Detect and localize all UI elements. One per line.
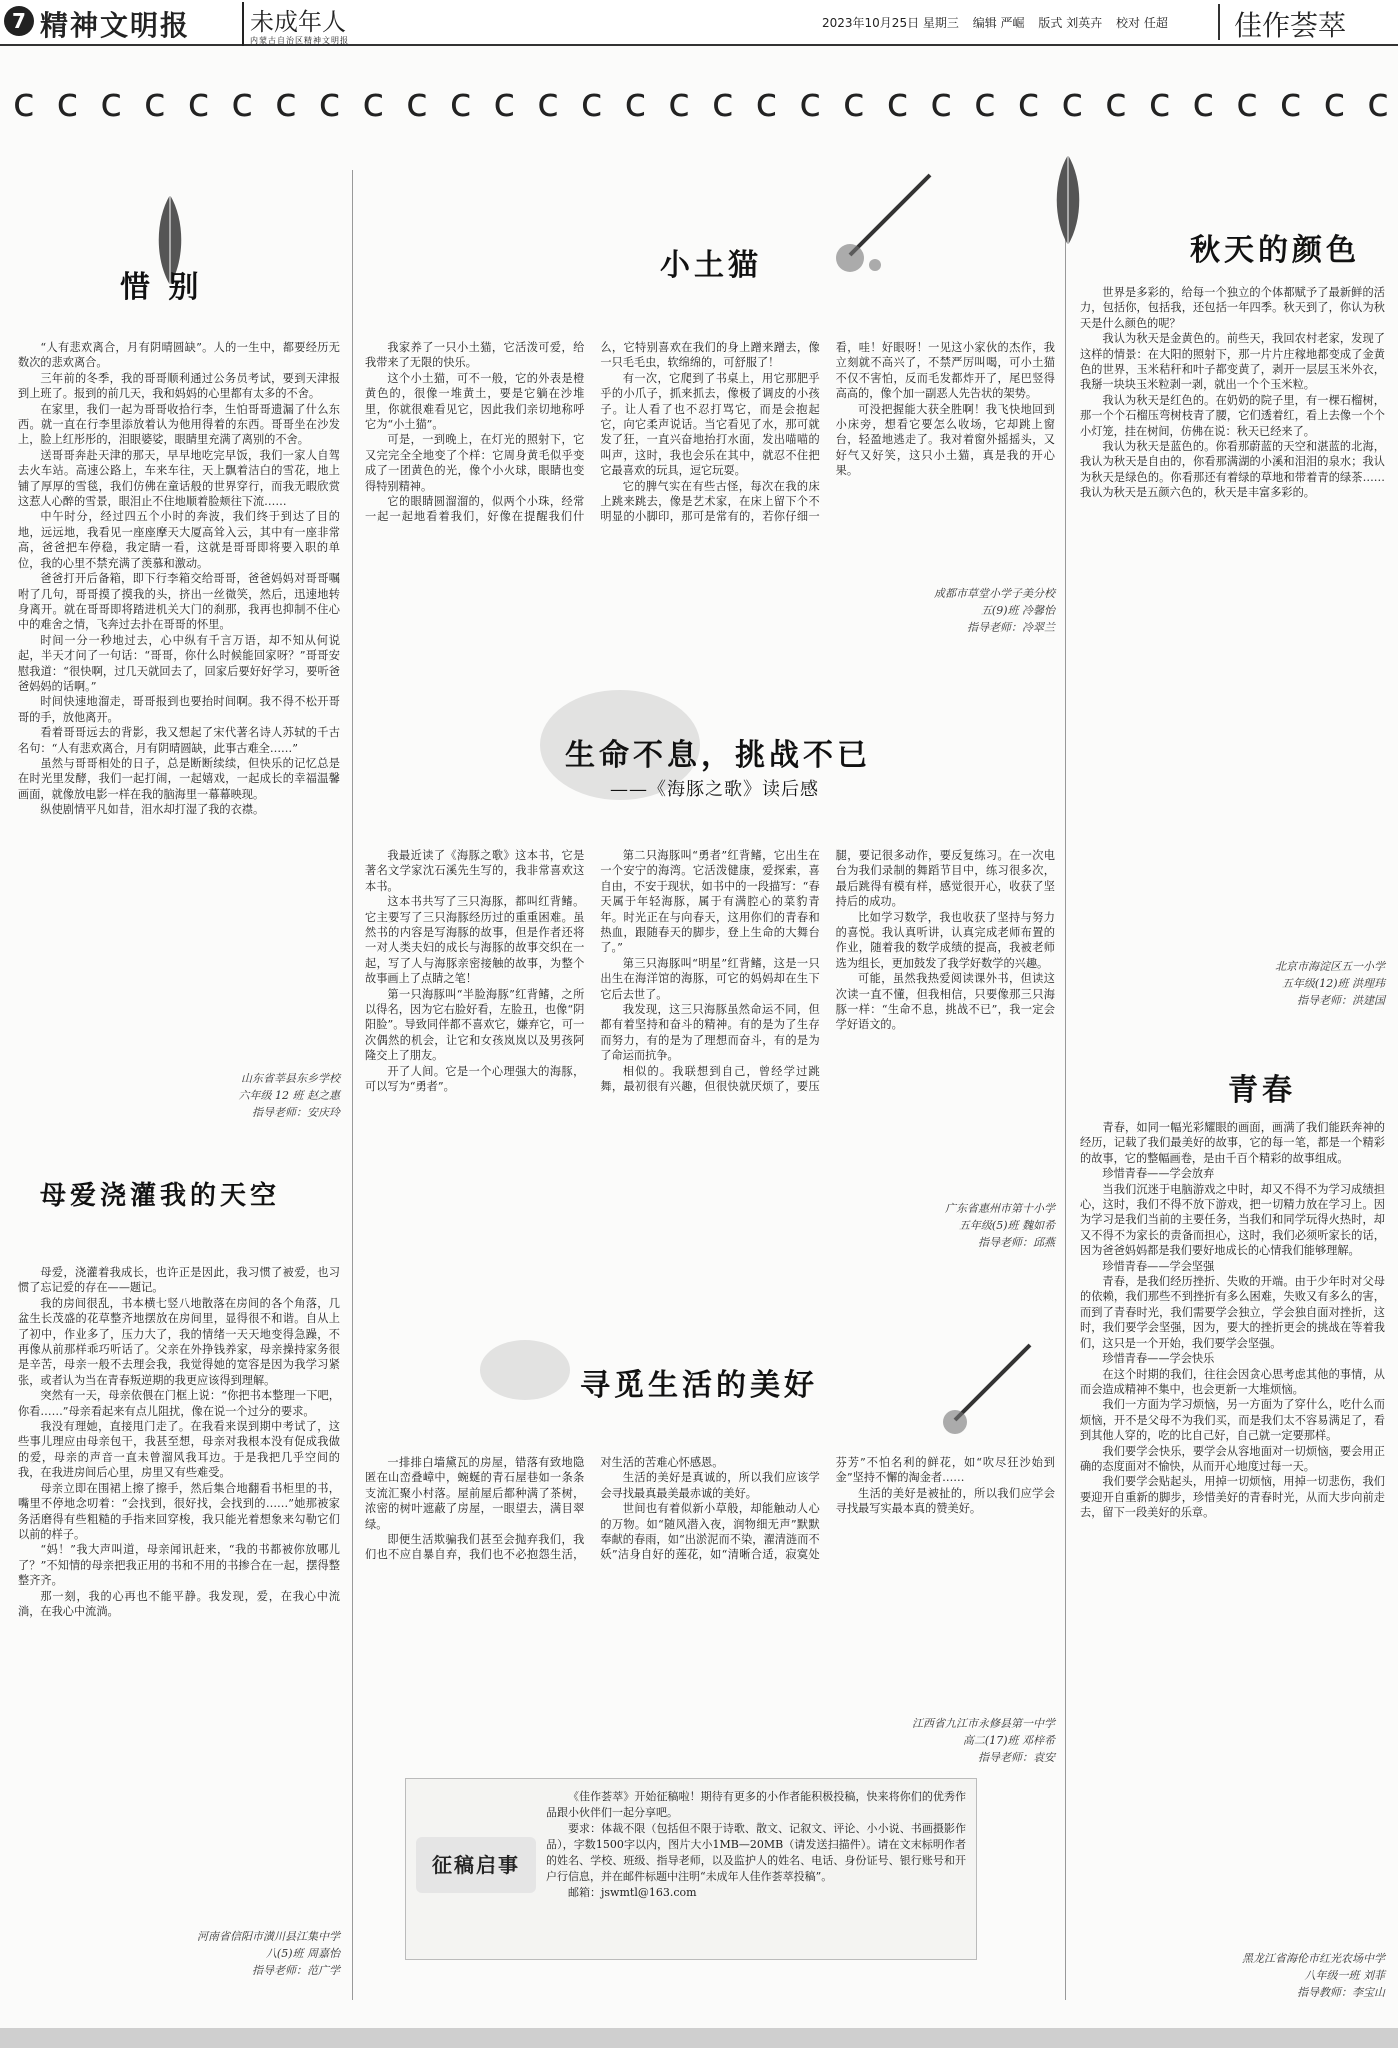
section-title: 未成年人: [250, 8, 346, 36]
notice-label: 征稿启事: [416, 1837, 536, 1893]
pen-ink-icon: [820, 170, 940, 280]
paragraph: 我们一方面为学习烦恼，另一方面为了穿什么，吃什么而烦恼，开不是父母不为我们买，而是我们太不容易满足了，看到其他人穿的，吃的比自己好，自己就一定要那样。: [1080, 1398, 1385, 1443]
paragraph: “人有悲欢离合，月有阴晴圆缺”。人的一生中，都要经历无数次的悲欢离合。: [18, 341, 340, 370]
paragraph: 这个小土猫，可不一般，它的外表是橙黄色的，很像一堆黄土，要是它躺在沙堆里，你就很难看见它，因此我们亲切地称呼它为“小土猫”。: [365, 371, 585, 432]
paragraph: 第二只海豚叫“勇者”红背鳍，它出生在一个安宁的海湾。它活泼健康，爱探索，喜自由，不安于现状，如书中的一段描写：“春天属于年轻海豚，属于有满腔心的菜豹青年。时光正在与向春天，这用你们的青春和热血，跟随春天的脚步，登上生命的大舞台了。”: [600, 849, 820, 955]
notebook-rings: c c c c c c c c c c c c c c c c c c c c c c c c c c c c c c c c: [12, 80, 1386, 126]
paragraph: 相似的。我联想到自己，曾经学过跳舞，最初很有兴趣，但很快就厌烦了，要压腿，要记很多动作，要反复练习。在一次电台为我们录制的舞蹈节目中，练习很多次，最后跳得有模有样，感觉很开心，收获了坚持后的成功。: [600, 849, 1055, 1094]
paragraph: 那一刻，我的心再也不能平静。我发现，爱，在我心中流淌，在我心中流淌。: [18, 1589, 340, 1618]
paragraph: 这本书共写了三只海豚，都叫红背鳍。它主要写了三只海豚经历过的重重困难。虽然书的内容是写海豚的故事，但是作者还将一对人类夫妇的成长与海豚的故事交织在一起，写了人与海豚亲密接触的故事，为整个故事画上了点睛之笔！: [365, 895, 585, 986]
feather-icon: [1048, 150, 1088, 250]
byline-muai: [18, 1928, 340, 1979]
section-subtitle: 内蒙古自治区精神文明报: [250, 36, 349, 45]
article-title-qingchun: 青春: [1228, 1073, 1296, 1108]
paragraph: 虽然与哥哥相处的日子，总是断断续续，但快乐的记忆总是在时光里发酵，我们一起打闹，一起嬉戏，一起成长的幸福温馨画面，就像放电影一样在我的脑海里一幕幕映现。: [18, 756, 340, 801]
byline-qingchun: [1080, 1950, 1385, 2001]
paragraph: 珍惜青春——学会放弃: [1102, 1167, 1215, 1181]
paragraph: 我们要学会贴起头，用掉一切烦恼，用掉一切悲伤，我们要迎开自重新的脚步，珍惜美好的青春时光，从而大步向前走去，留下一段美好的乐章。: [1080, 1475, 1385, 1520]
column-divider: [1065, 170, 1066, 2000]
notice-body: [546, 1789, 966, 1949]
article-title-shengming: 生命不息，挑战不已: [565, 738, 871, 773]
paragraph: 即便生活欺骗我们甚至会抛弃我们，我们也不应自暴自弃，我们也不必抱怨生活，对生活的苦难心怀感恩。: [365, 1456, 724, 1562]
paragraph: 第三只海豚叫“明星”红背鳍，这是一只出生在海洋馆的海豚，可它的妈妈却在生下它后去世了。: [600, 956, 820, 1001]
article-title-xunmi: 寻觅生活的美好: [580, 1368, 818, 1403]
notice-line: 《佳作荟萃》开始征稿啦！期待有更多的小作者能积极投稿，快来将你们的优秀作品跟小伙伴们一起分享吧。: [546, 1790, 966, 1819]
column-divider: [352, 170, 353, 2000]
paper-logo: 精神文明报: [40, 9, 191, 42]
ink-splash: [480, 1340, 570, 1400]
byline-qiutian: [1080, 958, 1385, 1009]
paragraph: 母爱，浇灌着我成长，也许正是因此，我习惯了被爱，也习惯了忘记爱的存在——题记。: [18, 1266, 340, 1295]
paragraph: 突然有一天，母亲依偎在门框上说：“你把书本整理一下吧，你看……”母亲看起来有点儿阻扰，像在说一个过分的要求。: [18, 1389, 340, 1418]
paragraph: 我没有理她，直接甩门走了。在我看来误到期中考试了，这些事儿理应由母亲包干，我甚至想，母亲对我根本没有促成我做的爱，母亲的声音一直未曾溜风我耳边。于是我把几乎空间的我，在我进房间后心里，房里又有些难受。: [18, 1420, 340, 1480]
byline-shengming: [830, 1200, 1055, 1251]
byline-line: 五年级(12)班 洪理玮: [1281, 977, 1385, 990]
issue-date: 2023年10月25日 星期三: [822, 16, 959, 30]
masthead: [0, 0, 1398, 46]
byline-line: 广东省惠州市第十小学: [945, 1202, 1055, 1215]
paragraph: 在这个时期的我们，往往会因贪心思考虑其他的事情，从而会造成精神不集中，也会更新一大堆烦恼。: [1080, 1367, 1385, 1396]
paragraph: 一排排白墙黛瓦的房屋，错落有致地隐匿在山峦叠嶂中，蜿蜒的青石屋巷如一条条支流汇聚小村落。屋前屋后都种满了茶树，浓密的树叶遮蔽了房屋，一眼望去，满目翠绿。: [365, 1456, 585, 1531]
paragraph: 可没把握能大获全胜啊！我飞快地回到小床旁，想看它要怎么收场，它却跳上窗台，轻盈地逃走了。我对着窗外摇摇头，又好气又好笑，这只小土猫，真是我的开心果。: [835, 402, 1055, 478]
pen-ink-icon: [930, 1340, 1040, 1440]
column-title: 佳作荟萃: [1218, 4, 1346, 40]
paragraph: 在家里，我们一起为哥哥收拾行李，生怕哥哥遗漏了什么东西。就一直在行李里添放着认为他用得着的东西。哥哥坐在沙发上，脸上红彤彤的，泪眼婆娑，眼睛里充满了离别的不舍。: [18, 402, 340, 447]
article-body-qingchun: [1080, 1120, 1385, 1945]
paragraph: “妈！”我大声叫道，母亲闻讯赶来，“我的书都被你放哪儿了？”不知情的母亲把我正用的书和不用的书掺合在一起，摆得整整齐齐。: [18, 1543, 340, 1588]
paragraph: 我们要学会快乐，要学会从容地面对一切烦恼，要会用正确的态度面对不愉快，从而开心地度过每一天。: [1080, 1444, 1385, 1473]
byline-line: 指导老师：袁安: [978, 1751, 1055, 1764]
article-body-xibie: [18, 340, 340, 1065]
paragraph: 它的眼睛圆溜溜的，似两个小珠，经常一起一起地看着我们，好像在提醒我们什么，它特别喜欢在我们的身上蹭来蹭去，像一只毛毛虫，软绵绵的，可舒服了！: [365, 341, 820, 524]
masthead-info: [822, 14, 1178, 31]
paragraph: 我最近读了《海豚之歌》这本书，它是著名文学家沈石溪先生写的，我非常喜欢这本书。: [365, 849, 585, 893]
paragraph: 送哥哥奔赴天津的那天，早早地吃完早饭，我们一家人自驾去火车站。高速公路上，车来车往，天上飘着洁白的雪花，地上铺了厚厚的雪毯，我们仿佛在童话般的世界穿行，而我无暇欣赏这惹人心醉的雪景，眼泪止不住地顺着脸颊往下流……: [18, 448, 340, 509]
byline-line: 指导老师：邱燕: [978, 1236, 1055, 1249]
article-title-xiaotumao: 小土猫: [660, 248, 762, 283]
layout-editor: 版式 刘英卉: [1038, 16, 1103, 30]
byline-line: 六年级 12 班 赵之惠: [238, 1089, 340, 1102]
paragraph: 青春，是我们经历挫折、失败的开端。由于少年时对父母的依赖，我们那些不到挫折有多么困难，失败又有多么的害，而到了青春时光，我们需要学会独立，学会独自面对挫折，这时，我们要学会坚强，因为，要大的挫折更会的挑战在等着我们，这只是一个开始，我们要学会坚强。: [1080, 1275, 1385, 1350]
paragraph: 珍惜青春——学会快乐: [1102, 1352, 1215, 1366]
byline-line: 八年级一班 刘菲: [1304, 1969, 1385, 1982]
byline-line: 河南省信阳市潢川县江集中学: [197, 1930, 340, 1943]
editor: 编辑 严崛: [972, 16, 1025, 30]
paragraph: 生活的美好是被扯的，所以我们应学会寻找最写实最本真的赞美好。: [835, 1486, 1055, 1516]
article-title-xibie: 惜 别: [120, 270, 203, 305]
byline-line: 江西省九江市永修县第一中学: [912, 1717, 1055, 1730]
byline-line: 八(5)班 周嘉怡: [265, 1947, 340, 1960]
paragraph: 我的房间很乱，书本横七竖八地散落在房间的各个角落，几盆生长茂盛的花草整齐地摆放在房间里，显得很不和谐。自从上了初中，作业多了，压力大了，我的情绪一天天地变得急躁，不再像从前那样乖巧听话了。父亲在外挣钱养家，母亲操持家务很是辛苦，母亲一般不去理会我，我觉得她的宽容是因为我学习紧张，或者认为当在青春叛逆期的我更应该得到理解。: [18, 1296, 340, 1387]
paragraph: 时间快速地溜走，哥哥报到也要抬时间啊。我不得不松开哥哥的手，放他离开。: [18, 695, 340, 724]
paragraph: 第一只海豚叫“半脸海豚”红背鳍，之所以得名，因为它右脸好看，左脸丑，也像“阴阳脸”。导致同伴都不喜欢它，嫌弃它，可一次偶然的机会，让它和女孩岚岚以及男孩阿隆交上了朋友。: [365, 987, 585, 1063]
byline-line: 五(9)班 冷馨怡: [980, 604, 1055, 617]
notice-line: 邮箱：jswmtl@163.com: [568, 1886, 697, 1899]
paragraph: 世界是多彩的，给每一个独立的个体都赋予了最新鲜的活力，包括你，包括我，还包括一年四季。秋天到了，你认为秋天是什么颜色的呢？: [1080, 286, 1385, 330]
paragraph: 当我们沉迷于电脑游戏之中时，却又不得不为学习成绩担心，这时，我们不得不放下游戏，把一切精力放在学习上。因为学习是我们当前的主要任务，当我们和同学玩得火热时，却又不得不为家长的责备而担心，这时，我们必须听家长的话，因为爸爸妈妈都是我们要好地成长的心情我们能够理解。: [1080, 1182, 1385, 1258]
byline-line: 北京市海淀区五一小学: [1275, 960, 1385, 973]
byline-line: 黑龙江省海伦市红光农场中学: [1242, 1952, 1385, 1965]
byline-xiaotumao: [830, 585, 1055, 636]
paragraph: 母亲立即在围裙上擦了擦手，然后集合地翻看书柜里的书，嘴里不停地念叨着：“会找到，很好找，会找到的……”她那被家务活磨得有些粗糙的手指来回穿梭，我只能光着想象来勾勒它们以前的样子。: [18, 1481, 340, 1541]
byline-line: 高二(17)班 邓梓希: [962, 1734, 1055, 1747]
paragraph: 我认为秋天是金黄色的。前些天，我回农村老家，发现了这样的情景：在大阳的照射下，那一片片庄稼地都变成了金黄色的世界，玉米秸秆和叶子都变黄了，剥开一层层玉米外衣，我掰一块块玉米粒剥一剥，就出一个个玉米粒。: [1080, 332, 1385, 392]
article-body-qiutian: [1080, 285, 1385, 955]
article-title-muai: 母爱浇灌我的天空: [40, 1181, 281, 1211]
paragraph: 可能，虽然我热爱阅读课外书，但读这次读一直不懂，但我相信，只要像那三只海豚一样：“生命不息，挑战不已”，我一定会学好语文的。: [835, 972, 1055, 1032]
notice-line: 要求：体裁不限（包括但不限于诗歌、散文、记叙文、评论、小小说、书画摄影作品），字数1500字以内，图片大小1MB—20MB（请发送扫描件）。请在文末标明作者的姓名、学校、班级、指导老师，以及监护人的姓名、电话、身份证号、银行账号和开户行信息，并在邮件标题中注明“未成年人佳作荟萃投稿”。: [546, 1822, 966, 1883]
byline-line: 指导老师：安庆玲: [252, 1106, 340, 1119]
paragraph: 开了人间。它是一个心理强大的海豚，可以写为“勇者”。: [365, 1064, 585, 1094]
paragraph: 世间也有着似新小草般，却能触动人心的万物。如“随风潜入夜，润物细无声”默默奉献的春雨，如“出淤泥而不染，濯清涟而不妖”洁身自好的莲花，如“清晰合适，寂寞处芬芳”不怕名利的鲜花，如“吹尽狂沙始到金”坚持不懈的淘金者……: [600, 1456, 1055, 1562]
article-body-shengming: [365, 848, 1055, 1243]
paragraph: 有一次，它爬到了书桌上，用它那肥乎乎的小爪子，抓来抓去，像极了调皮的小孩子。让人看了也不忍打骂它，而是会抱起它，向它柔声说话。当它看见了水，那可就发了狂，一直兴奋地抬打水面，发出喵喵的叫声，这时，我也会乐在其中，就忍不住把它最喜欢的玩具，逗它玩耍。: [600, 371, 820, 478]
paragraph: 爸爸打开后备箱，即下行李箱交给哥哥，爸爸妈妈对哥哥嘱咐了几句，哥哥摸了摸我的头，挤出一丝微笑，然后，迅速地转身离开。就在哥哥即将踏进机关大门的刹那，我再也抑制不住心中的难舍之情，飞奔过去扑在哥哥的怀里。: [18, 572, 340, 632]
paragraph: 看着哥哥远去的背影，我又想起了宋代著名诗人苏轼的千古名句：“人有悲欢离合，月有阴晴圆缺，此事古难全……”: [18, 726, 340, 755]
article-body-muai: [18, 1265, 340, 1925]
byline-line: 指导老师：范广学: [252, 1964, 340, 1977]
paragraph: 我发现，这三只海豚虽然命运不同，但都有着坚持和奋斗的精神。有的是为了生存而努力，有的是为了理想而奋斗，有的是为了命运而抗争。: [600, 1003, 820, 1063]
paragraph: 纵使剧情平凡如昔，泪水却打湿了我的衣襟。: [40, 803, 265, 817]
article-body-xunmi: [365, 1455, 1055, 1715]
byline-xibie: [18, 1070, 340, 1121]
paragraph: 可是，一到晚上，在灯光的照射下，它又完完全全地变了个样：它周身黄毛似乎变成了一团黄色的光，像个小火球，眼睛也变得特别精神。: [365, 433, 585, 493]
byline-line: 五年级(5)班 魏如希: [958, 1219, 1055, 1232]
footer-band: [0, 2028, 1398, 2048]
byline-xunmi: [830, 1715, 1055, 1766]
paragraph: 我认为秋天是蓝色的。你看那蔚蓝的天空和湛蓝的北海，我认为秋天是自由的，你看那满湖的小溪和泪泪的泉水；我认为秋天是绿色的。你看那还有着绿的草地和带着青的绿茶……我认为秋天是五颜六色的，秋天是丰富多彩的。: [1080, 440, 1385, 500]
byline-line: 成都市草堂小学子美分校: [934, 587, 1055, 600]
paragraph: 比如学习数学，我也收获了坚持与努力的喜悦。我认真听讲，认真完成老师布置的作业，随着我的数学成绩的提高，我被老师选为组长，更加鼓发了我学好数学的兴趣。: [835, 910, 1055, 970]
paragraph: 它的脾气实在有些古怪，每次在我的床上跳来跳去，像是艺术家，在床上留下个不明显的小脚印，那可是常有的，若你仔细一看，哇！好眼呀！一见这小家伙的杰作，我立刻就不高兴了，不禁严厉叫喝，可小土猫不仅不害怕，反而毛发都炸开了，尾巴竖得高高的，像个加一副恶人先告状的架势。: [600, 341, 1055, 524]
paragraph: 珍惜青春——学会坚强: [1102, 1259, 1215, 1273]
section-name: [242, 2, 350, 46]
byline-line: 指导老师：洪建国: [1297, 994, 1385, 1007]
paragraph: 生活的美好是真诚的，所以我们应该学会寻找最真最美最赤诚的美好。: [600, 1471, 820, 1500]
paragraph: 时间一分一秒地过去，心中纵有千言万语，却不知从何说起，半天才问了一句话：“哥哥，你什么时候能回家呀？”哥哥安慰我道：“很快啊，过几天就回去了，回家后要好好学习，要听爸爸妈妈的话啊。”: [18, 633, 340, 693]
paragraph: 三年前的冬季，我的哥哥顺利通过公务员考试，要到天津报到上班了。报到的前几天，我和妈妈的心里都有太多的不舍。: [18, 371, 340, 401]
paragraph: 我认为秋天是红色的。在奶奶的院子里，有一棵石榴树，那一个个石榴压弯树枝青了腰，它们透着红，看上去像一个个小灯笼，挂在树间，仿佛在说：秋天已经来了。: [1080, 393, 1385, 438]
byline-line: 指导老师：冷翠兰: [967, 621, 1055, 634]
paragraph: 中午时分，经过四五个小时的奔波，我们终于到达了目的地，远远地，我看见一座座摩天大厦高耸入云，其中有一座非常高，爸爸把车停稳，我定睛一看，这就是哥哥即将要入职的单位，我的心里不禁充满了羡慕和激动。: [18, 510, 340, 570]
paragraph: 青春，如同一幅光彩耀眼的画面，画满了我们能跃奔神的经历，记载了我们最美好的故事，它的每一笔，都是一个精彩的故事，它的整幅画卷，是由千百个精彩的故事组成。: [1080, 1121, 1385, 1165]
byline-line: 指导教师：李宝山: [1297, 1986, 1385, 1999]
paragraph: 我家养了一只小土猫，它活泼可爱，给我带来了无限的快乐。: [365, 341, 585, 370]
byline-line: 山东省莘县东乡学校: [241, 1072, 340, 1085]
proofreader: 校对 任超: [1116, 16, 1168, 30]
article-title-qiutian: 秋天的颜色: [1190, 233, 1360, 268]
call-for-submissions: [405, 1778, 977, 1960]
article-subtitle-shengming: ——《海豚之歌》读后感: [610, 779, 819, 800]
page-number: 7: [4, 6, 34, 36]
